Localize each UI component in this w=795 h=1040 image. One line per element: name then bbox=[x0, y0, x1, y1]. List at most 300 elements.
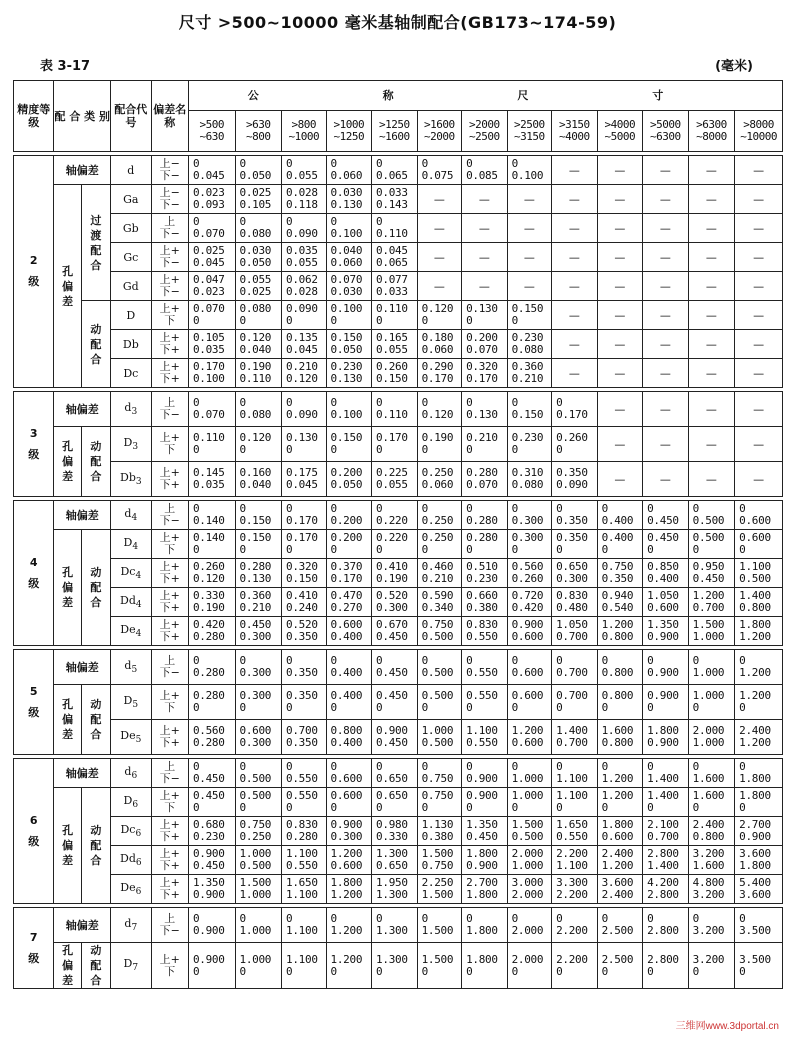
empty-cell: — bbox=[643, 427, 689, 462]
upper-deviation: 0.350 bbox=[556, 466, 588, 479]
deviation-value-cell bbox=[507, 943, 552, 989]
lower-deviation: 0 bbox=[556, 701, 563, 714]
deviation-name: 上+ 下+ bbox=[151, 462, 188, 497]
deviation-value-cell bbox=[735, 943, 783, 989]
deviation-name: 上+ 下+ bbox=[151, 330, 188, 359]
upper-deviation: 3.200 bbox=[692, 847, 725, 860]
deviation-value-cell bbox=[507, 559, 552, 588]
upper-deviation: 0.650 bbox=[556, 560, 588, 573]
deviation-value-cell bbox=[235, 617, 282, 646]
deviation-value-cell bbox=[282, 530, 327, 559]
upper-deviation: 0.520 bbox=[286, 618, 318, 631]
lower-deviation: 0.210 bbox=[511, 372, 544, 385]
upper-deviation: 0.600 bbox=[739, 531, 771, 544]
deviation-value-cell bbox=[326, 301, 372, 330]
upper-deviation: 0.420 bbox=[192, 618, 225, 631]
lower-deviation: 0.500 bbox=[239, 859, 272, 872]
lower-deviation: 0.045 bbox=[192, 169, 225, 182]
deviation-value-cell bbox=[417, 788, 462, 817]
deviation-value-cell bbox=[372, 617, 418, 646]
deviation-value-cell bbox=[552, 427, 598, 462]
deviation-value-cell bbox=[597, 720, 643, 755]
lower-deviation: 1.200 bbox=[739, 630, 771, 643]
deviation-value-cell bbox=[597, 501, 643, 530]
lower-deviation: 0.250 bbox=[239, 830, 272, 843]
fit-code-subscript: 7 bbox=[131, 923, 138, 934]
deviation-name: 上 下− bbox=[151, 759, 188, 788]
deviation-value-cell bbox=[417, 908, 462, 943]
upper-deviation: 0 bbox=[376, 912, 383, 925]
table-row bbox=[14, 501, 783, 530]
empty-cell: — bbox=[688, 462, 735, 497]
upper-deviation: 0.700 bbox=[286, 724, 318, 737]
upper-deviation: 0 bbox=[511, 157, 518, 170]
lower-deviation: 0 bbox=[192, 801, 200, 814]
upper-deviation: 0 bbox=[511, 760, 518, 773]
lower-deviation: 0 bbox=[601, 801, 608, 814]
lower-deviation: 0.100 bbox=[192, 372, 225, 385]
upper-deviation: 1.650 bbox=[286, 876, 318, 889]
lower-deviation: 0.400 bbox=[601, 514, 634, 527]
deviation-value-cell bbox=[235, 530, 282, 559]
lower-deviation: 0.100 bbox=[330, 227, 363, 240]
lower-deviation: 0 bbox=[239, 543, 246, 556]
deviation-value-cell bbox=[188, 875, 235, 904]
deviation-name: 上+ 下− bbox=[151, 243, 188, 272]
lower-deviation: 0.118 bbox=[286, 198, 318, 211]
deviation-value-cell bbox=[688, 846, 735, 875]
lower-deviation: 1.500 bbox=[421, 924, 454, 937]
upper-deviation: 1.100 bbox=[556, 789, 588, 802]
deviation-value-cell bbox=[688, 875, 735, 904]
upper-deviation: 0.800 bbox=[330, 724, 363, 737]
deviation-value-cell bbox=[372, 462, 418, 497]
upper-deviation: 0.300 bbox=[239, 689, 272, 702]
shaft-deviation-label: 轴偏差 bbox=[54, 501, 111, 530]
lower-deviation: 1.600 bbox=[692, 859, 725, 872]
deviation-value-cell bbox=[462, 559, 508, 588]
deviation-value-cell bbox=[597, 559, 643, 588]
upper-deviation: 0 bbox=[239, 215, 246, 228]
deviation-value-cell bbox=[372, 943, 418, 989]
upper-deviation: 0 bbox=[556, 654, 563, 667]
upper-deviation: 0.145 bbox=[192, 466, 225, 479]
upper-deviation: 0 bbox=[330, 502, 337, 515]
deviation-value-cell bbox=[735, 501, 783, 530]
lower-deviation: 0 bbox=[376, 443, 383, 456]
deviation-value-cell bbox=[372, 272, 418, 301]
hole-deviation-label: 孔 偏 差 bbox=[54, 788, 81, 904]
upper-deviation: 0.450 bbox=[192, 789, 225, 802]
upper-deviation: 2.400 bbox=[692, 818, 725, 831]
deviation-value-cell bbox=[417, 392, 462, 427]
lower-deviation: 1.100 bbox=[286, 924, 318, 937]
empty-cell: — bbox=[417, 185, 462, 214]
lower-deviation: 0 bbox=[601, 701, 608, 714]
deviation-value-cell bbox=[552, 559, 598, 588]
upper-deviation: 1.400 bbox=[647, 789, 679, 802]
upper-deviation: 0.200 bbox=[466, 331, 498, 344]
lower-deviation: 0.040 bbox=[239, 343, 272, 356]
deviation-value-cell bbox=[235, 875, 282, 904]
lower-deviation: 0.700 bbox=[647, 830, 679, 843]
deviation-value-cell bbox=[507, 875, 552, 904]
lower-deviation: 3.600 bbox=[739, 888, 771, 901]
fit-code: Dc bbox=[120, 564, 136, 578]
deviation-value-cell bbox=[188, 427, 235, 462]
size-range-header: >1250 ~1600 bbox=[372, 111, 418, 152]
upper-deviation: 0.070 bbox=[330, 273, 363, 286]
deviation-value-cell bbox=[643, 943, 689, 989]
lower-deviation: 0 bbox=[192, 543, 200, 556]
fit-code-subscript: 3 bbox=[132, 442, 139, 453]
deviation-name: 上+ 下+ bbox=[151, 846, 188, 875]
deviation-value-cell bbox=[462, 685, 508, 720]
lower-deviation: 0.350 bbox=[286, 736, 318, 749]
table-row bbox=[14, 427, 783, 462]
upper-deviation: 1.100 bbox=[739, 560, 771, 573]
table-row bbox=[14, 530, 783, 559]
deviation-value-cell bbox=[235, 427, 282, 462]
lower-deviation: 0 bbox=[376, 314, 383, 327]
deviation-value-cell bbox=[372, 359, 418, 388]
deviation-value-cell bbox=[282, 720, 327, 755]
deviation-value-cell bbox=[507, 392, 552, 427]
upper-deviation: 0.190 bbox=[421, 431, 454, 444]
empty-cell: — bbox=[507, 214, 552, 243]
lower-deviation: 0.045 bbox=[286, 478, 318, 491]
upper-deviation: 1.800 bbox=[330, 876, 363, 889]
lower-deviation: 0.170 bbox=[556, 408, 588, 421]
fit-code-cell bbox=[111, 650, 151, 685]
empty-cell: — bbox=[597, 185, 643, 214]
fit-code-cell bbox=[111, 330, 151, 359]
fit-code-cell bbox=[111, 943, 151, 989]
lower-deviation: 0 bbox=[239, 964, 246, 978]
lower-deviation: 0.230 bbox=[192, 830, 225, 843]
fit-code: D bbox=[123, 957, 133, 971]
deviation-value-cell bbox=[188, 559, 235, 588]
upper-deviation: 0.550 bbox=[286, 789, 318, 802]
upper-deviation: 0 bbox=[239, 157, 246, 170]
lower-deviation: 0 bbox=[556, 801, 563, 814]
upper-deviation: 0 bbox=[421, 157, 428, 170]
lower-deviation: 0.105 bbox=[239, 198, 272, 211]
table-row bbox=[14, 846, 783, 875]
deviation-value-cell bbox=[326, 759, 372, 788]
deviation-value-cell bbox=[735, 588, 783, 617]
lower-deviation: 0.550 bbox=[466, 666, 498, 679]
lower-deviation: 0.400 bbox=[647, 572, 679, 585]
deviation-value-cell bbox=[507, 685, 552, 720]
deviation-value-cell bbox=[643, 875, 689, 904]
deviation-value-cell bbox=[282, 685, 327, 720]
deviation-value-cell bbox=[688, 720, 735, 755]
deviation-value-cell bbox=[372, 243, 418, 272]
lower-deviation: 1.800 bbox=[739, 859, 771, 872]
upper-deviation: 0 bbox=[466, 157, 473, 170]
deviation-value-cell bbox=[326, 272, 372, 301]
upper-deviation: 0.400 bbox=[330, 689, 363, 702]
upper-deviation: 2.700 bbox=[466, 876, 498, 889]
lower-deviation: 0.025 bbox=[239, 285, 272, 298]
table-row bbox=[14, 720, 783, 755]
upper-deviation: 0.170 bbox=[376, 431, 408, 444]
lower-deviation: 0.500 bbox=[511, 830, 544, 843]
fit-code-cell bbox=[111, 214, 151, 243]
upper-deviation: 0 bbox=[466, 760, 473, 773]
lower-deviation: 0 bbox=[466, 801, 473, 814]
lower-deviation: 0.300 bbox=[239, 666, 272, 679]
deviation-value-cell bbox=[507, 501, 552, 530]
deviation-value-cell bbox=[417, 427, 462, 462]
deviation-value-cell bbox=[235, 559, 282, 588]
upper-deviation: 2.000 bbox=[511, 952, 544, 966]
deviation-value-cell bbox=[326, 846, 372, 875]
upper-deviation: 0.300 bbox=[511, 531, 544, 544]
deviation-value-cell bbox=[326, 214, 372, 243]
lower-deviation: 0.650 bbox=[376, 859, 408, 872]
deviation-value-cell bbox=[597, 943, 643, 989]
empty-cell: — bbox=[735, 462, 783, 497]
upper-deviation: 0 bbox=[192, 396, 200, 409]
shaft-deviation-label: 轴偏差 bbox=[54, 759, 111, 788]
upper-deviation: 0 bbox=[330, 654, 337, 667]
upper-deviation: 0.230 bbox=[511, 331, 544, 344]
upper-deviation: 0.560 bbox=[511, 560, 544, 573]
deviation-value-cell bbox=[372, 185, 418, 214]
lower-deviation: 0 bbox=[330, 443, 337, 456]
upper-deviation: 1.350 bbox=[647, 618, 679, 631]
fit-code-cell bbox=[111, 185, 151, 214]
empty-cell: — bbox=[597, 243, 643, 272]
lower-deviation: 0.700 bbox=[556, 736, 588, 749]
lower-deviation: 0 bbox=[466, 964, 473, 978]
upper-deviation: 0.680 bbox=[192, 818, 225, 831]
upper-deviation: 1.500 bbox=[511, 818, 544, 831]
deviation-value-cell bbox=[552, 788, 598, 817]
deviation-value-cell bbox=[552, 501, 598, 530]
lower-deviation: 0 bbox=[692, 801, 699, 814]
deviation-value-cell bbox=[735, 530, 783, 559]
upper-deviation: 0.800 bbox=[601, 689, 634, 702]
grade-cell bbox=[14, 908, 54, 989]
lower-deviation: 0 bbox=[192, 964, 200, 978]
upper-deviation: 0.210 bbox=[286, 360, 318, 373]
upper-deviation: 3.300 bbox=[556, 876, 588, 889]
table-row bbox=[14, 685, 783, 720]
lower-deviation: 2.500 bbox=[601, 924, 634, 937]
lower-deviation: 0.600 bbox=[330, 772, 363, 785]
empty-cell: — bbox=[643, 185, 689, 214]
upper-deviation: 1.350 bbox=[192, 876, 225, 889]
deviation-value-cell bbox=[188, 462, 235, 497]
deviation-value-cell bbox=[735, 846, 783, 875]
fit-code-cell bbox=[111, 588, 151, 617]
deviation-name: 上+ 下+ bbox=[151, 617, 188, 646]
deviation-value-cell bbox=[235, 243, 282, 272]
lower-deviation: 0.300 bbox=[330, 830, 363, 843]
fit-code-cell bbox=[111, 759, 151, 788]
grade-number: 5 bbox=[29, 684, 38, 698]
upper-deviation: 0.900 bbox=[466, 789, 498, 802]
upper-deviation: 0 bbox=[421, 396, 428, 409]
upper-deviation: 0.560 bbox=[192, 724, 225, 737]
upper-deviation: 0.450 bbox=[647, 531, 679, 544]
empty-cell: — bbox=[735, 359, 783, 388]
lower-deviation: 1.800 bbox=[466, 888, 498, 901]
deviation-value-cell bbox=[688, 501, 735, 530]
fit-code: d bbox=[127, 163, 135, 177]
lower-deviation: 0.085 bbox=[466, 169, 498, 182]
fit-code-subscript: 4 bbox=[131, 513, 138, 524]
lower-deviation: 0.140 bbox=[192, 514, 225, 527]
lower-deviation: 0 bbox=[466, 701, 473, 714]
grade-suffix: 级 bbox=[28, 834, 40, 848]
lower-deviation: 1.200 bbox=[601, 772, 634, 785]
lower-deviation: 1.000 bbox=[692, 736, 725, 749]
grade-number: 7 bbox=[29, 930, 38, 944]
lower-deviation: 1.000 bbox=[239, 888, 272, 901]
empty-cell: — bbox=[597, 301, 643, 330]
fit-code: D bbox=[123, 435, 133, 449]
table-row bbox=[14, 330, 783, 359]
upper-deviation: 0.090 bbox=[286, 302, 318, 315]
deviation-value-cell bbox=[597, 588, 643, 617]
lower-deviation: 0.280 bbox=[286, 830, 318, 843]
deviation-value-cell bbox=[417, 846, 462, 875]
upper-deviation: 0 bbox=[286, 396, 293, 409]
lower-deviation: 0 bbox=[286, 964, 293, 978]
deviation-value-cell bbox=[597, 650, 643, 685]
lower-deviation: 0.040 bbox=[239, 478, 272, 491]
upper-deviation: 0 bbox=[286, 157, 293, 170]
upper-deviation: 0.750 bbox=[601, 560, 634, 573]
deviation-value-cell bbox=[507, 759, 552, 788]
deviation-value-cell bbox=[282, 559, 327, 588]
lower-deviation: 0.350 bbox=[556, 514, 588, 527]
lower-deviation: 1.000 bbox=[692, 630, 725, 643]
lower-deviation: 0.550 bbox=[286, 859, 318, 872]
upper-deviation: 0.077 bbox=[376, 273, 408, 286]
lower-deviation: 0.900 bbox=[739, 830, 771, 843]
fit-code: d bbox=[124, 916, 132, 930]
empty-cell: — bbox=[643, 156, 689, 185]
lower-deviation: 0.900 bbox=[466, 772, 498, 785]
lower-deviation: 0 bbox=[330, 701, 337, 714]
lower-deviation: 0.380 bbox=[421, 830, 454, 843]
upper-deviation: 1.000 bbox=[511, 789, 544, 802]
upper-deviation: 0.850 bbox=[647, 560, 679, 573]
deviation-value-cell bbox=[462, 501, 508, 530]
grade-cell bbox=[14, 650, 54, 755]
lower-deviation: 0 bbox=[330, 964, 337, 978]
lower-deviation: 0.300 bbox=[239, 630, 272, 643]
upper-deviation: 0.320 bbox=[286, 560, 318, 573]
hole-deviation-label: 孔 偏 差 bbox=[54, 943, 81, 989]
deviation-value-cell bbox=[417, 720, 462, 755]
table-row bbox=[14, 908, 783, 943]
empty-cell: — bbox=[507, 243, 552, 272]
upper-deviation: 0 bbox=[286, 912, 293, 925]
upper-deviation: 1.130 bbox=[421, 818, 454, 831]
deviation-value-cell bbox=[552, 530, 598, 559]
deviation-value-cell bbox=[372, 530, 418, 559]
fit-code-subscript: 6 bbox=[135, 858, 142, 869]
lower-deviation: 0.055 bbox=[286, 169, 318, 182]
upper-deviation: 0.190 bbox=[239, 360, 272, 373]
upper-deviation: 0.900 bbox=[376, 724, 408, 737]
deviation-value-cell bbox=[282, 759, 327, 788]
deviation-value-cell bbox=[597, 530, 643, 559]
lower-deviation: 0 bbox=[192, 701, 200, 714]
empty-cell: — bbox=[735, 156, 783, 185]
fit-code: d bbox=[124, 506, 132, 520]
upper-deviation: 0 bbox=[330, 912, 337, 925]
upper-deviation: 0.900 bbox=[511, 618, 544, 631]
lower-deviation: 0 bbox=[511, 314, 518, 327]
lower-deviation: 0.300 bbox=[556, 572, 588, 585]
deviation-value-cell bbox=[507, 650, 552, 685]
upper-deviation: 1.800 bbox=[739, 789, 771, 802]
lower-deviation: 0.210 bbox=[239, 601, 272, 614]
grade-suffix: 级 bbox=[28, 275, 40, 288]
lower-deviation: 0.900 bbox=[647, 736, 679, 749]
deviation-value-cell bbox=[417, 559, 462, 588]
upper-deviation: 1.800 bbox=[739, 618, 771, 631]
upper-deviation: 2.500 bbox=[601, 952, 634, 966]
lower-deviation: 0.600 bbox=[511, 736, 544, 749]
fit-group-label: 动 配 合 bbox=[81, 301, 110, 388]
deviation-value-cell bbox=[688, 908, 735, 943]
lower-deviation: 1.600 bbox=[692, 772, 725, 785]
fit-code-cell bbox=[111, 875, 151, 904]
fit-code: Gb bbox=[122, 221, 139, 235]
upper-deviation: 1.600 bbox=[692, 789, 725, 802]
upper-deviation: 0 bbox=[601, 760, 608, 773]
deviation-value-cell bbox=[188, 943, 235, 989]
upper-deviation: 0.170 bbox=[192, 360, 225, 373]
lower-deviation: 2.400 bbox=[601, 888, 634, 901]
deviation-value-cell bbox=[326, 427, 372, 462]
fit-code: d bbox=[124, 400, 132, 414]
deviation-value-cell bbox=[282, 788, 327, 817]
fit-code: Dd bbox=[120, 851, 136, 865]
header-fit-category: 配 合 类 别 bbox=[54, 81, 111, 152]
upper-deviation: 0 bbox=[239, 912, 246, 925]
deviation-value-cell bbox=[507, 908, 552, 943]
upper-deviation: 0.940 bbox=[601, 589, 634, 602]
lower-deviation: 0.600 bbox=[511, 666, 544, 679]
upper-deviation: 1.200 bbox=[692, 589, 725, 602]
hole-deviation-label: 孔 偏 差 bbox=[54, 427, 81, 497]
deviation-value-cell bbox=[462, 617, 508, 646]
deviation-value-cell bbox=[735, 617, 783, 646]
upper-deviation: 0.040 bbox=[330, 244, 363, 257]
upper-deviation: 0.310 bbox=[511, 466, 544, 479]
upper-deviation: 0.225 bbox=[376, 466, 408, 479]
deviation-value-cell bbox=[235, 301, 282, 330]
upper-deviation: 0.035 bbox=[286, 244, 318, 257]
deviation-value-cell bbox=[372, 788, 418, 817]
upper-deviation: 0.900 bbox=[192, 847, 225, 860]
deviation-value-cell bbox=[417, 330, 462, 359]
lower-deviation: 0.060 bbox=[330, 256, 363, 269]
fit-code-cell bbox=[111, 908, 151, 943]
table-row bbox=[14, 301, 783, 330]
fit-table bbox=[13, 80, 783, 989]
upper-deviation: 1.000 bbox=[239, 952, 272, 966]
